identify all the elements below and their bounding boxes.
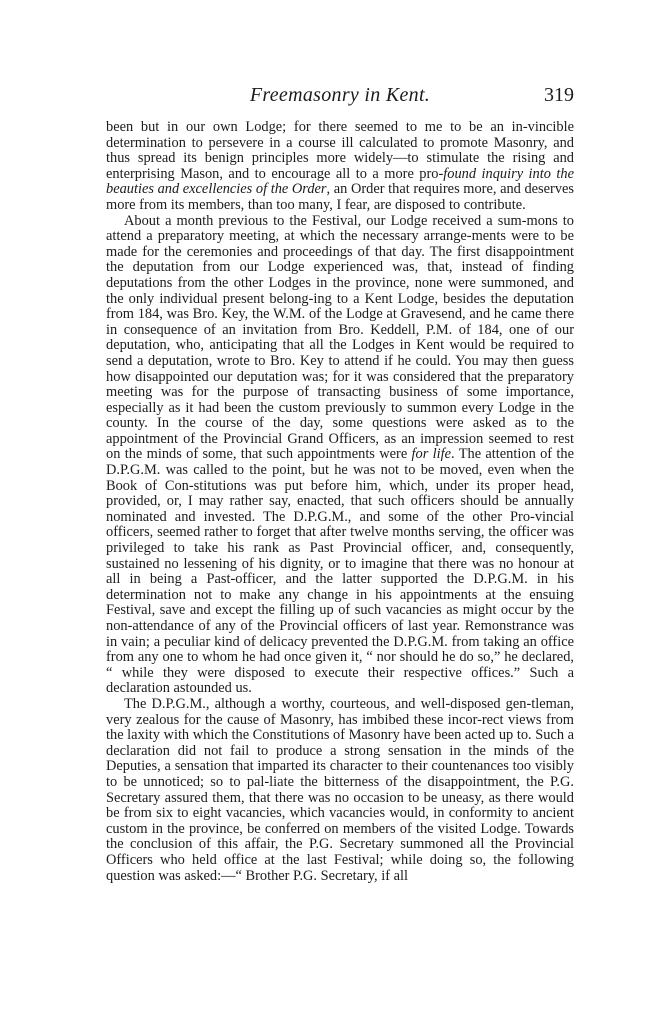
page-number: 319	[544, 84, 574, 106]
paragraph	[106, 214, 574, 697]
text-run: . The attention of the D.P.G.M. was called to the point, but he was not to be moved, even when the Book of Con-stitutions was put before him, which, under its proper head, provided, or, I may rather say, enacted, that such officers should be annually nominated and invested. The D.P.G.M., and some of the other Pro-vincial officers, seemed rather to forget that after twelve months serving, the officer was privileged to take his rank as Past Provincial officer, and, consequently, sustained no lessening of his dignity, or to imagine that there was no honour at all in being a Past-officer, and the latter supported the D.P.G.M. in his determination not to make any change in his appointments at the ensuing Festival, save and except the filling up of such vacancies as might occur by the non-attendance of any of the Provincial officers of last year. Remonstrance was in vain; a peculiar kind of delicacy prevented the D.P.G.M. from taking an office from any one to whom he had once given it, “ nor should he do so,” he declared, “ while they were disposed to execute their respective offices.” Such a declaration astounded us.	[106, 446, 574, 697]
book-page	[106, 84, 574, 884]
text-run: been but in our own Lodge; for there seemed to me to be an in-vincible determination to persevere in a course ill calculated to promote Masonry, and thus spread its benign principles more widely—to stimulate the rising and enterprising Mason, and to encourage all to a more pro-	[106, 119, 574, 182]
text-run: , an Order that requires more, and deserves more from its members, than too many, I fear, are disposed to contribute.	[106, 181, 575, 213]
italic-run: for life	[411, 446, 452, 463]
italic-run: found inquiry into the beauties and excellencies of the Order	[106, 165, 574, 198]
page-header	[106, 84, 574, 114]
running-title: Freemasonry in Kent.	[249, 84, 431, 106]
paragraph	[106, 120, 574, 214]
text-run: The D.P.G.M., although a worthy, courteous, and well-disposed gen-tleman, very zealous for the cause of Masonry, has imbibed these incor-rect views from the laxity with which the Constitutions of Masonry have been acted up to. Such a declaration did not fail to produce a strong sensation in the minds of the Deputies, a sensation that imparted its character to their countenances too visibly to be unnoticed; so to pal-liate the bitterness of the disappointment, the P.G. Secretary assured them, that there was no occasion to be uneasy, as there would be from six to eight vacancies, which vacancies would, in conformity to ancient custom in the province, be conferred on members of the visited Lodge. Towards the conclusion of this affair, the P.G. Secretary summoned all the Provincial Officers who held office at the last Festival; while doing so, the following question was asked:—“ Brother P.G. Secretary, if all	[106, 695, 575, 884]
paragraph	[106, 697, 574, 884]
body-text	[106, 120, 574, 884]
text-run: About a month previous to the Festival, our Lodge received a sum-mons to attend a preparatory meeting, at which the necessary arrange-ments were to be made for the ceremonies and proceedings of that day. The first disappointment the deputation from our Lodge experienced was, that, instead of finding deputations from the other Lodges in the province, none were summoned, and the only individual present belong-ing to a Kent Lodge, besides the deputation from 184, was Bro. Key, the W.M. of the Lodge at Gravesend, and he came there in consequence of an invitation from Bro. Keddell, P.M. of 184, one of our deputation, who, anticipating that all the Lodges in Kent would be required to send a deputation, wrote to Bro. Key to attend if he could. You may then guess how disappointed our deputation was; for it was considered that the preparatory meeting was for the purpose of transacting business of some importance, especially as it had been the custom previously to summon every Lodge in the county. In the course of the day, some questions were asked as to the appointment of the Provincial Grand Officers, as an impression seemed to rest on the minds of some, that such appointments were	[106, 212, 574, 463]
